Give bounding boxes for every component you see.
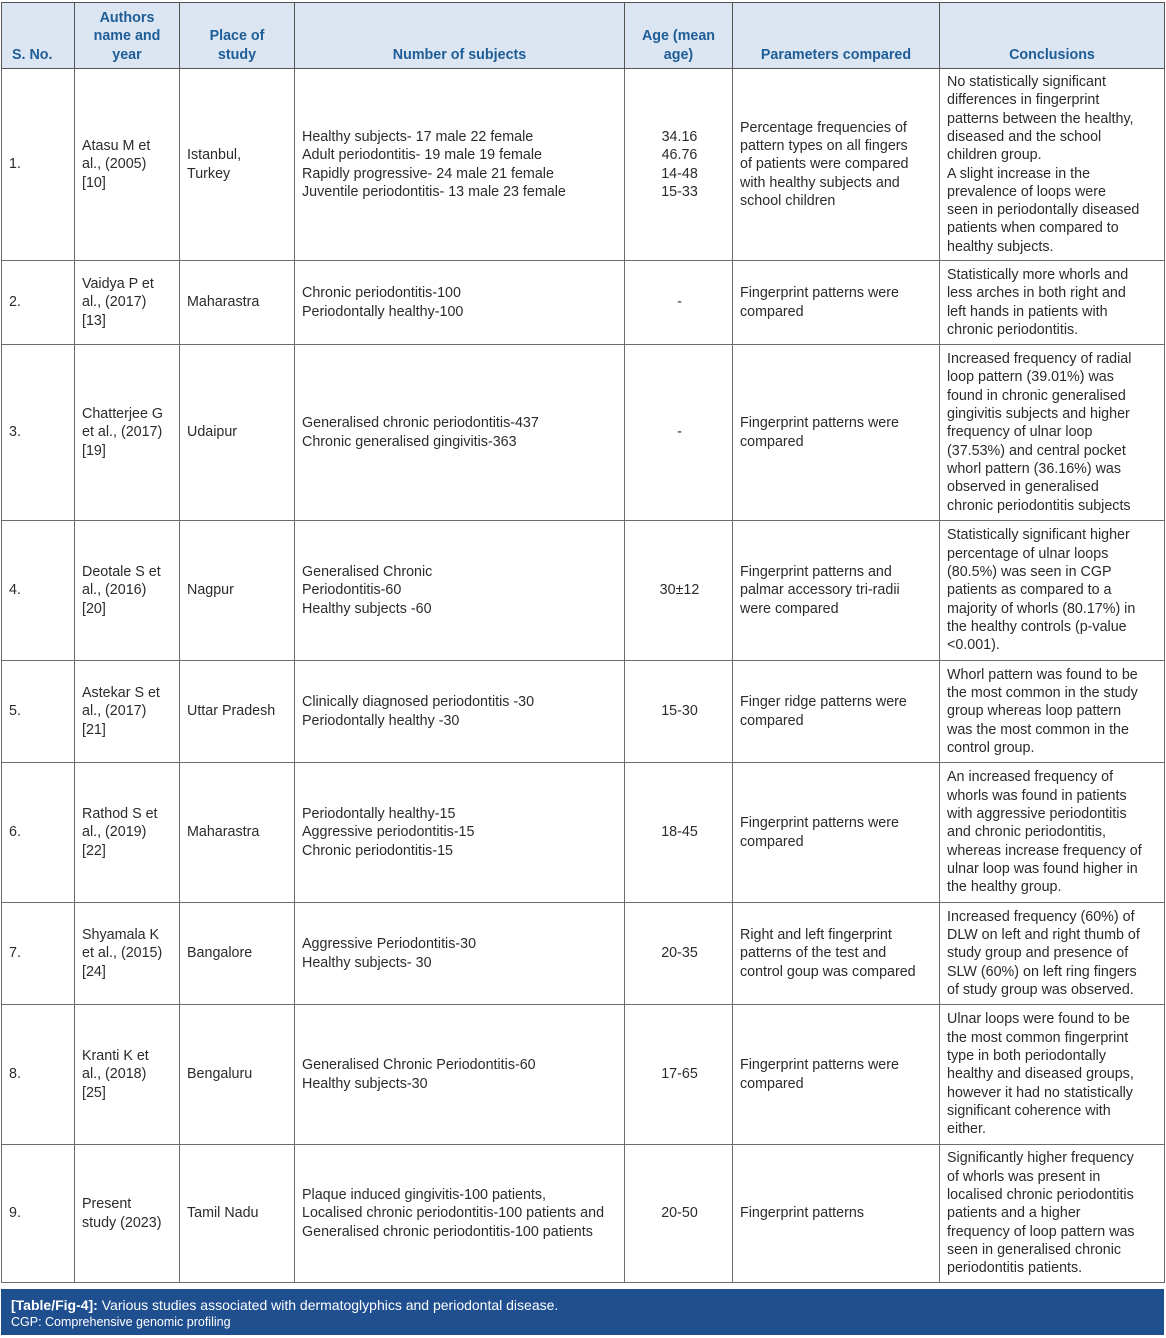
table-row — [2, 1005, 1165, 1145]
cell-params-line: Fingerprint patterns and — [740, 564, 892, 581]
cell-authors-line: Deotale S et — [82, 564, 161, 581]
header-subjects: Number of subjects — [295, 3, 625, 69]
header-place-line: Place of — [209, 28, 265, 45]
cell-subjects — [295, 1145, 625, 1283]
cell-params-line: with healthy subjects and — [740, 174, 900, 191]
cell-authors-line: [21] — [82, 721, 106, 738]
cell-conclusions-line: Statistically more whorls and — [947, 266, 1129, 283]
table-body — [2, 69, 1165, 1283]
cell-authors — [75, 261, 180, 345]
cell-conclusions-line: type in both periodontally — [947, 1048, 1106, 1065]
studies-table — [1, 2, 1165, 1283]
cell-authors-line: Shyamala K — [82, 927, 160, 944]
cell-authors-line: [24] — [82, 963, 106, 980]
cell-place-line: Turkey — [187, 165, 231, 182]
cell-params — [733, 661, 940, 763]
table-row — [2, 345, 1165, 521]
cell-conclusions-line: the healthy group. — [947, 879, 1062, 896]
cell-subjects-line: Rapidly progressive- 24 male 21 female — [302, 165, 554, 182]
cell-conclusions-line: frequency of loop pattern was — [947, 1223, 1135, 1240]
cell-params-line: control goup was compared — [740, 963, 916, 980]
cell-age-line: 15-33 — [661, 183, 698, 200]
header-params: Parameters compared — [733, 3, 940, 69]
cell-conclusions-line: <0.001). — [947, 637, 1000, 654]
cell-conclusions-line: either. — [947, 1121, 986, 1138]
cell-params-line: compared — [740, 712, 804, 729]
cell-params — [733, 903, 940, 1005]
table-row — [2, 661, 1165, 763]
cell-subjects — [295, 521, 625, 661]
cell-conclusions — [940, 69, 1165, 261]
cell-params-line: compared — [740, 303, 804, 320]
cell-conclusions-line: seen in periodontally diseased — [947, 202, 1140, 219]
header-age — [625, 3, 733, 69]
cell-params-line: Finger ridge patterns were — [740, 694, 907, 711]
cell-sno: 6. — [2, 763, 75, 903]
cell-conclusions-line: SLW (60%) on left ring fingers — [947, 963, 1137, 980]
cell-params-line: pattern types on all fingers — [740, 138, 908, 155]
cell-conclusions-line: Statistically significant higher — [947, 527, 1130, 544]
cell-conclusions-line: gingivitis subjects and higher — [947, 406, 1130, 423]
cell-params-line: compared — [740, 433, 804, 450]
caption-note: CGP: Comprehensive genomic profiling — [11, 1315, 231, 1329]
cell-conclusions-line: healthy and diseased groups, — [947, 1066, 1134, 1083]
cell-conclusions — [940, 521, 1165, 661]
cell-age — [625, 1145, 733, 1283]
cell-subjects-line: Periodontally healthy-15 — [302, 806, 456, 823]
cell-params — [733, 345, 940, 521]
cell-place-line: Tamil Nadu — [187, 1205, 259, 1222]
cell-conclusions-line: (80.5%) was seen in CGP — [947, 564, 1112, 581]
cell-params-line: Right and left fingerprint — [740, 927, 892, 944]
cell-params — [733, 521, 940, 661]
cell-conclusions-line: whorl pattern (36.16%) was — [947, 460, 1122, 477]
cell-conclusions-line: observed in generalised — [947, 479, 1099, 496]
cell-place-line: Maharastra — [187, 294, 260, 311]
cell-conclusions-line: less arches in both right and — [947, 285, 1126, 302]
cell-sno: 3. — [2, 345, 75, 521]
cell-conclusions-line: periodontitis patients. — [947, 1260, 1083, 1277]
cell-conclusions-line: whereas increase frequency of — [947, 842, 1142, 859]
cell-conclusions-line: whorls was found in patients — [947, 787, 1127, 804]
header-conclusions: Conclusions — [940, 3, 1165, 69]
cell-conclusions — [940, 903, 1165, 1005]
header-sno: S. No. — [2, 3, 75, 69]
cell-conclusions-line: percentage of ulnar loops — [947, 545, 1109, 562]
cell-authors — [75, 521, 180, 661]
cell-subjects-line: Aggressive periodontitis-15 — [302, 824, 475, 841]
cell-place-line: Udaipur — [187, 424, 238, 441]
header-place — [180, 3, 295, 69]
cell-conclusions-line: control group. — [947, 739, 1035, 756]
cell-authors-line: al., (2017) — [82, 703, 147, 720]
cell-age — [625, 763, 733, 903]
cell-authors-line: et al., (2015) — [82, 945, 163, 962]
cell-age-line: 14-48 — [661, 165, 698, 182]
header-authors-line: Authors — [99, 10, 155, 27]
cell-place — [180, 763, 295, 903]
cell-conclusions-line: with aggressive periodontitis — [947, 806, 1127, 823]
cell-authors-line: al., (2017) — [82, 294, 147, 311]
cell-place-line: Istanbul, — [187, 147, 242, 164]
cell-params-line: compared — [740, 833, 804, 850]
cell-place — [180, 903, 295, 1005]
cell-subjects — [295, 903, 625, 1005]
cell-age — [625, 345, 733, 521]
cell-conclusions-line: A slight increase in the — [947, 165, 1091, 182]
cell-authors-line: al., (2005) — [82, 156, 147, 173]
cell-authors-line: Chatterjee G — [82, 406, 164, 423]
cell-conclusions-line: was the most common in the — [947, 721, 1129, 738]
cell-sno: 4. — [2, 521, 75, 661]
header-row — [2, 3, 1165, 69]
cell-conclusions-line: chronic periodontitis. — [947, 321, 1079, 338]
cell-authors-line: [19] — [82, 442, 106, 459]
cell-age-line: 20-50 — [661, 1205, 698, 1222]
cell-conclusions — [940, 345, 1165, 521]
cell-subjects-line: Aggressive Periodontitis-30 — [302, 936, 477, 953]
cell-params-line: were compared — [740, 600, 839, 617]
cell-conclusions-line: An increased frequency of — [947, 769, 1114, 786]
cell-place-line: Uttar Pradesh — [187, 703, 276, 720]
cell-conclusions-line: majority of whorls (80.17%) in — [947, 600, 1136, 617]
cell-subjects-line: Generalised Chronic Periodontitis-60 — [302, 1057, 536, 1074]
cell-place — [180, 521, 295, 661]
cell-authors-line: al., (2016) — [82, 582, 147, 599]
cell-params — [733, 1145, 940, 1283]
cell-conclusions-line: No statistically significant — [947, 74, 1106, 91]
cell-authors-line: Present — [82, 1196, 132, 1213]
cell-place-line: Maharastra — [187, 824, 260, 841]
cell-authors — [75, 345, 180, 521]
cell-conclusions-line: patients when compared to — [947, 220, 1119, 237]
cell-authors-line: [13] — [82, 312, 106, 329]
cell-sno: 8. — [2, 1005, 75, 1145]
cell-conclusions-line: however it had no statistically — [947, 1084, 1133, 1101]
cell-authors-line: et al., (2017) — [82, 424, 163, 441]
cell-subjects-line: Chronic periodontitis-100 — [302, 285, 461, 302]
caption-label: [Table/Fig-4]: — [11, 1297, 98, 1313]
cell-subjects-line: Plaque induced gingivitis-100 patients, — [302, 1187, 547, 1204]
cell-conclusions-line: DLW on left and right thumb of — [947, 927, 1140, 944]
cell-subjects — [295, 69, 625, 261]
cell-subjects-line: Generalised chronic periodontitis-100 patients — [302, 1223, 593, 1240]
cell-subjects-line: Generalised chronic periodontitis-437 — [302, 415, 539, 432]
cell-conclusions-line: patients as compared to a — [947, 582, 1112, 599]
cell-age-line: 34.16 — [661, 128, 698, 145]
cell-conclusions-line: study group and presence of — [947, 945, 1129, 962]
page — [0, 2, 1166, 1338]
header-authors — [75, 3, 180, 69]
cell-params — [733, 763, 940, 903]
cell-params-line: Fingerprint patterns were — [740, 415, 899, 432]
header-age-line: age) — [663, 46, 694, 63]
cell-authors-line: Atasu M et — [82, 138, 151, 155]
cell-subjects-line: Localised chronic periodontitis-100 patients and — [302, 1205, 605, 1222]
table-row — [2, 763, 1165, 903]
cell-conclusions-line: Whorl pattern was found to be — [947, 666, 1138, 683]
cell-place — [180, 345, 295, 521]
cell-authors-line: study (2023) — [82, 1214, 162, 1231]
cell-subjects — [295, 345, 625, 521]
cell-authors-line: al., (2018) — [82, 1066, 147, 1083]
cell-conclusions-line: patterns between the healthy, — [947, 110, 1134, 127]
cell-conclusions-line: seen in generalised chronic — [947, 1241, 1122, 1258]
cell-conclusions-line: and chronic periodontitis, — [947, 824, 1106, 841]
cell-age-line: 30±12 — [659, 582, 700, 599]
cell-sno: 7. — [2, 903, 75, 1005]
cell-authors — [75, 763, 180, 903]
cell-conclusions-line: diseased and the school — [947, 128, 1102, 145]
cell-subjects-line: Healthy subjects- 17 male 22 female — [302, 128, 534, 145]
cell-params-line: Fingerprint patterns were — [740, 815, 899, 832]
cell-authors-line: [25] — [82, 1084, 106, 1101]
cell-params-line: Fingerprint patterns were — [740, 1057, 899, 1074]
cell-params-line: Percentage frequencies of — [740, 119, 907, 136]
cell-place — [180, 69, 295, 261]
cell-params-line: school children — [740, 192, 836, 209]
cell-subjects-line: Healthy subjects-30 — [302, 1075, 428, 1092]
cell-authors-line: Kranti K et — [82, 1048, 149, 1065]
cell-params — [733, 1005, 940, 1145]
cell-conclusions-line: localised chronic periodontitis — [947, 1187, 1134, 1204]
cell-conclusions — [940, 1005, 1165, 1145]
cell-subjects-line: Periodontally healthy-100 — [302, 303, 464, 320]
cell-sno: 9. — [2, 1145, 75, 1283]
cell-authors-line: al., (2019) — [82, 824, 147, 841]
cell-age-line: 20-35 — [661, 945, 698, 962]
cell-subjects — [295, 1005, 625, 1145]
cell-conclusions-line: the most common in the study — [947, 685, 1138, 702]
caption-text: Various studies associated with dermatoglyphics and periodontal disease. — [101, 1297, 559, 1313]
table-caption — [1, 1289, 1164, 1335]
cell-age — [625, 661, 733, 763]
cell-conclusions-line: of whorls was present in — [947, 1168, 1101, 1185]
cell-age — [625, 1005, 733, 1145]
cell-conclusions-line: Significantly higher frequency — [947, 1150, 1134, 1167]
cell-age-line: 18-45 — [661, 824, 698, 841]
cell-conclusions-line: significant coherence with — [947, 1102, 1111, 1119]
cell-authors-line: [22] — [82, 842, 106, 859]
table-row — [2, 903, 1165, 1005]
cell-age-line: - — [677, 424, 682, 441]
cell-conclusions-line: differences in fingerprint — [947, 92, 1100, 109]
cell-conclusions — [940, 1145, 1165, 1283]
header-authors-line: name and — [93, 28, 161, 45]
cell-conclusions-line: patients and a higher — [947, 1205, 1081, 1222]
cell-authors-line: [20] — [82, 600, 106, 617]
cell-subjects — [295, 261, 625, 345]
cell-age — [625, 521, 733, 661]
caption-line — [11, 1297, 1154, 1314]
cell-authors-line: Vaidya P et — [82, 276, 154, 293]
header-place-line: study — [217, 46, 257, 63]
cell-conclusions-line: prevalence of loops were — [947, 183, 1106, 200]
cell-authors-line: Rathod S et — [82, 806, 158, 823]
cell-subjects-line: Clinically diagnosed periodontitis -30 — [302, 694, 535, 711]
cell-place — [180, 1005, 295, 1145]
cell-place-line: Bangalore — [187, 945, 253, 962]
cell-sno: 5. — [2, 661, 75, 763]
cell-conclusions-line: children group. — [947, 147, 1042, 164]
cell-params-line: Fingerprint patterns were — [740, 285, 899, 302]
cell-conclusions-line: Increased frequency of radial — [947, 351, 1132, 368]
cell-subjects — [295, 763, 625, 903]
cell-params-line: of patients were compared — [740, 156, 909, 173]
cell-conclusions-line: (37.53%) and central pocket — [947, 442, 1126, 459]
cell-params-line: palmar accessory tri-radii — [740, 582, 900, 599]
cell-authors — [75, 661, 180, 763]
cell-place — [180, 261, 295, 345]
table-row — [2, 1145, 1165, 1283]
cell-subjects-line: Periodontally healthy -30 — [302, 712, 460, 729]
cell-authors-line: [10] — [82, 174, 106, 191]
cell-sno: 1. — [2, 69, 75, 261]
cell-conclusions-line: group whereas loop pattern — [947, 703, 1122, 720]
cell-age-line: 15-30 — [661, 703, 698, 720]
cell-age — [625, 903, 733, 1005]
cell-age-line: 17-65 — [661, 1066, 698, 1083]
cell-conclusions-line: Increased frequency (60%) of — [947, 908, 1135, 925]
cell-params-line: patterns of the test and — [740, 945, 887, 962]
cell-place-line: Bengaluru — [187, 1066, 253, 1083]
cell-params-line: compared — [740, 1075, 804, 1092]
cell-authors — [75, 903, 180, 1005]
table-row — [2, 521, 1165, 661]
cell-authors — [75, 1005, 180, 1145]
cell-subjects — [295, 661, 625, 763]
cell-conclusions-line: chronic periodontitis subjects — [947, 497, 1131, 514]
cell-sno: 2. — [2, 261, 75, 345]
cell-conclusions-line: frequency of ulnar loop — [947, 424, 1093, 441]
cell-authors — [75, 69, 180, 261]
cell-conclusions — [940, 261, 1165, 345]
cell-age-line: - — [677, 294, 682, 311]
cell-conclusions-line: healthy subjects. — [947, 238, 1054, 255]
cell-params-line: Fingerprint patterns — [740, 1205, 864, 1222]
cell-place — [180, 1145, 295, 1283]
cell-conclusions-line: ulnar loop was found higher in — [947, 860, 1138, 877]
cell-authors — [75, 1145, 180, 1283]
cell-params — [733, 69, 940, 261]
cell-age — [625, 261, 733, 345]
cell-subjects-line: Adult periodontitis- 19 male 19 female — [302, 147, 543, 164]
cell-place-line: Nagpur — [187, 582, 234, 599]
cell-subjects-line: Healthy subjects -60 — [302, 600, 432, 617]
cell-conclusions-line: the most common fingerprint — [947, 1029, 1129, 1046]
cell-age-line: 46.76 — [661, 147, 698, 164]
cell-params — [733, 261, 940, 345]
cell-conclusions-line: of study group was observed. — [947, 981, 1134, 998]
cell-conclusions-line: Ulnar loops were found to be — [947, 1011, 1130, 1028]
cell-subjects-line: Healthy subjects- 30 — [302, 954, 432, 971]
cell-subjects-line: Chronic generalised gingivitis-363 — [302, 433, 517, 450]
cell-conclusions-line: found in chronic generalised — [947, 387, 1126, 404]
cell-place — [180, 661, 295, 763]
cell-conclusions — [940, 763, 1165, 903]
cell-subjects-line: Periodontitis-60 — [302, 582, 402, 599]
cell-conclusions-line: left hands in patients with — [947, 303, 1108, 320]
table-row — [2, 261, 1165, 345]
cell-authors-line: Astekar S et — [82, 685, 160, 702]
header-authors-line: year — [112, 46, 142, 63]
cell-conclusions-line: the healthy controls (p-value — [947, 618, 1127, 635]
cell-subjects-line: Chronic periodontitis-15 — [302, 842, 453, 859]
header-age-line: Age (mean — [641, 28, 716, 45]
cell-subjects-line: Generalised Chronic — [302, 564, 433, 581]
table-row — [2, 69, 1165, 261]
cell-subjects-line: Juventile periodontitis- 13 male 23 female — [302, 183, 566, 200]
cell-conclusions — [940, 661, 1165, 763]
cell-conclusions-line: loop pattern (39.01%) was — [947, 369, 1114, 386]
cell-age — [625, 69, 733, 261]
